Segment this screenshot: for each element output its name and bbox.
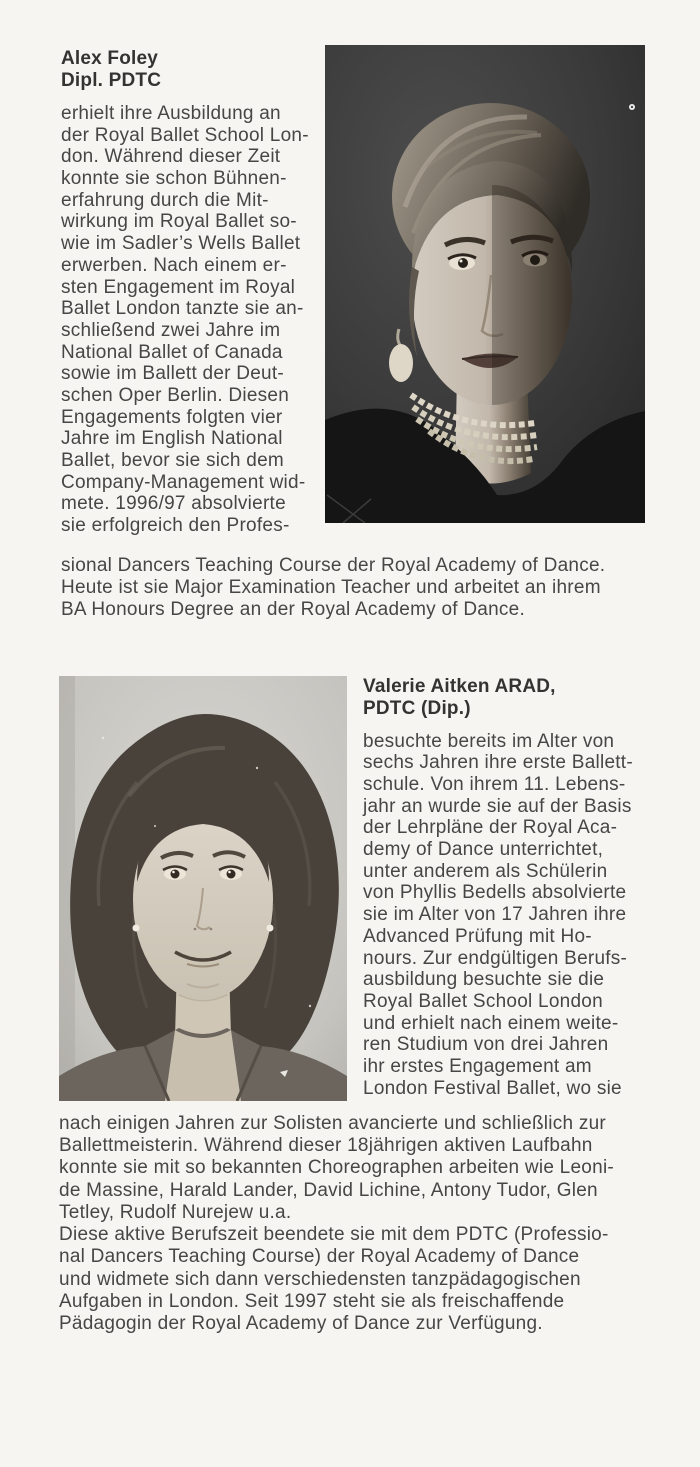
text-line: Royal Ballet School London: [363, 990, 603, 1012]
portrait-illustration-light: [59, 676, 347, 1101]
bio2-credential: PDTC (Dip.): [363, 697, 471, 719]
text-line: Ballet London tanzte sie an-: [61, 298, 304, 320]
bio-section-valerie-aitken-arad: [59, 676, 660, 1336]
text-line: besuchte bereits im Alter von: [363, 730, 615, 752]
text-line: Company-Management wid-: [61, 471, 306, 493]
text-line: erfahrung durch die Mit-: [61, 189, 269, 211]
text-line: Jahre im English National: [61, 428, 283, 450]
text-line: London Festival Ballet, wo sie: [363, 1077, 622, 1099]
text-line: demy of Dance unterrichtet,: [363, 839, 604, 861]
text-line: Advanced Prüfung mit Ho-: [363, 925, 592, 947]
text-line: der Lehrpläne der Royal Aca-: [363, 817, 618, 839]
text-line: sechs Jahren ihre erste Ballett-: [363, 752, 633, 774]
text-line: ihr erstes Engagement am: [363, 1055, 592, 1077]
text-line: nach einigen Jahren zur Solisten avancierte und schließlich zur: [59, 1112, 606, 1134]
text-line: Engagements folgten vier: [61, 406, 283, 428]
text-line: sowie im Ballett der Deut-: [61, 363, 284, 385]
text-line: sie im Alter von 17 Jahren ihre: [363, 904, 627, 926]
text-line: konnte sie schon Bühnen-: [61, 168, 287, 190]
text-line: don. Während dieser Zeit: [61, 146, 281, 168]
portrait-photo-alex-foley: [325, 45, 645, 523]
text-line: sie erfolgreich den Profes-: [61, 515, 290, 537]
bio-section-alex-foley: [61, 0, 645, 622]
portrait-photo-valerie-aitken-arad: [59, 676, 347, 1101]
text-line: schule. Von ihrem 11. Lebens-: [363, 774, 626, 796]
text-line: nal Dancers Teaching Course) der Royal Academy of Dance: [59, 1246, 580, 1268]
text-line: konnte sie mit so bekannten Choreographen arbeiten wie Leoni-: [59, 1157, 614, 1179]
bio1-text-column: [61, 48, 325, 537]
text-line: unter anderem als Schülerin: [363, 860, 608, 882]
text-line: von Phyllis Bedells absolvierte: [363, 882, 627, 904]
text-line: sional Dancers Teaching Course der Royal Academy of Dance.: [61, 554, 606, 576]
text-line: erwerben. Nach einem er-: [61, 254, 287, 276]
text-line: nours. Zur endgültigen Berufs-: [363, 947, 628, 969]
bio2-fullwidth-text: [59, 1113, 660, 1336]
text-line: de Massine, Harald Lander, David Lichine, Antony Tudor, Glen: [59, 1179, 598, 1201]
text-line: Pädagogin der Royal Academy of Dance zur Verfügung.: [59, 1313, 543, 1335]
text-line: jahr an wurde sie auf der Basis: [363, 795, 632, 817]
bio2-text-column: [363, 676, 660, 1100]
text-line: und widmete sich dann verschiedensten tanzpädagogischen: [59, 1268, 581, 1290]
text-line: schließend zwei Jahre im: [61, 319, 281, 341]
bio1-fullwidth-text: [61, 555, 645, 622]
text-line: BA Honours Degree an der Royal Academy of Dance.: [61, 599, 526, 621]
text-line: wirkung im Royal Ballet so-: [61, 211, 297, 233]
text-line: Aufgaben in London. Seit 1997 steht sie als freischaffende: [59, 1291, 565, 1313]
text-line: und erhielt nach einem weite-: [363, 1012, 619, 1034]
bio2-name: Valerie Aitken ARAD,: [363, 675, 556, 697]
bio2-row: [59, 676, 660, 1101]
text-line: ausbildung besuchte sie die: [363, 969, 605, 991]
text-line: Ballettmeisterin. Während dieser 18jährigen aktiven Laufbahn: [59, 1134, 593, 1156]
text-line: erhielt ihre Ausbildung an: [61, 103, 281, 124]
text-line: Diese aktive Berufszeit beendete sie mit dem PDTC (Professio-: [59, 1224, 609, 1246]
bio1-column-text: [61, 103, 325, 537]
text-line: National Ballet of Canada: [61, 341, 283, 363]
text-line: ren Studium von drei Jahren: [363, 1034, 609, 1056]
text-line: mete. 1996/97 absolvierte: [61, 493, 286, 515]
bio1-credential: Dipl. PDTC: [61, 70, 162, 91]
bio2-column-text: [363, 731, 660, 1100]
text-line: sten Engagement im Royal: [61, 276, 296, 298]
bio1-name: Alex Foley: [61, 48, 159, 69]
text-line: der Royal Ballet School Lon-: [61, 124, 309, 146]
text-line: Tetley, Rudolf Nurejew u.a.: [59, 1201, 292, 1223]
portrait-illustration-dark: [325, 45, 645, 523]
bio1-row: [61, 48, 645, 537]
text-line: wie im Sadler’s Wells Ballet: [61, 233, 301, 255]
text-line: Ballet, bevor sie sich dem: [61, 450, 284, 471]
text-line: schen Oper Berlin. Diesen: [61, 384, 290, 406]
text-line: Heute ist sie Major Examination Teacher und arbeitet an ihrem: [61, 577, 601, 599]
